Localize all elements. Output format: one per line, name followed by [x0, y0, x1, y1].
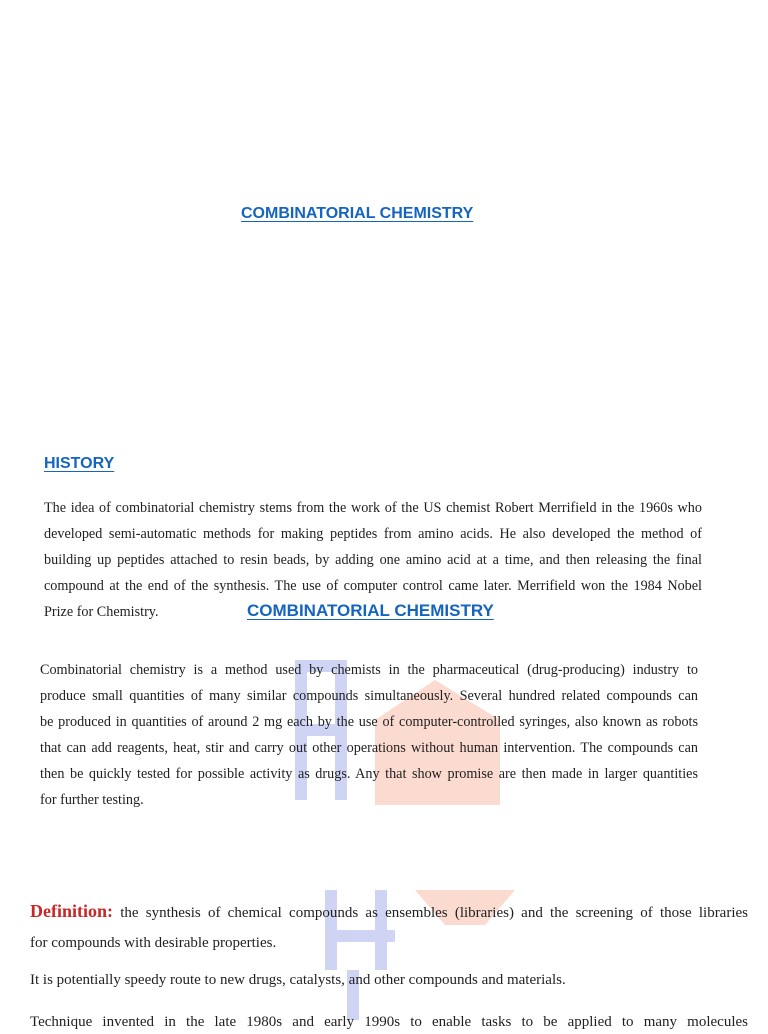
definition-text: the synthesis of chemical compounds as ensembles (libraries) and the screening of those libraries [120, 905, 748, 921]
section-line: produce small quantities of many similar compounds simultaneously. Several hundred related compounds can [40, 688, 698, 704]
speedy-route-text: It is potentially speedy route to new drugs, catalysts, and other compounds and materials. [30, 972, 566, 988]
section-line: be produced in quantities of around 2 mg each by the use of computer-controlled syringes, also known as robots [40, 714, 698, 730]
definition-line [30, 896, 748, 928]
technique-text: Technique invented in the late 1980s and early 1990s to enable tasks to be applied to many molecules [30, 1014, 748, 1030]
definition-label: Definition: [30, 901, 113, 921]
section-line: Combinatorial chemistry is a method used by chemists in the pharmaceutical (drug-producing) industry to [40, 662, 698, 678]
definition-block [30, 896, 748, 958]
history-line: building up peptides attached to resin beads, by adding one amino acid at a time, and then releasing the final [44, 552, 702, 568]
definition-line-2: for compounds with desirable properties. [30, 935, 277, 951]
history-line: developed semi-automatic methods for making peptides from amino acids. He also developed the method of [44, 526, 702, 542]
section-line: for further testing. [40, 792, 144, 808]
section-heading: COMBINATORIAL CHEMISTRY [247, 601, 494, 620]
history-line: Prize for Chemistry. [44, 604, 159, 620]
section-line: that can add reagents, heat, stir and carry out other operations without human intervention. The compounds can [40, 740, 698, 756]
history-line: compound at the end of the synthesis. The use of computer control came later. Merrifield won the 1984 Nobel [44, 578, 702, 594]
history-line: The idea of combinatorial chemistry stems from the work of the US chemist Robert Merrifield in the 1960s who [44, 500, 702, 516]
page-title: COMBINATORIAL CHEMISTRY [241, 205, 474, 222]
section-line: then be quickly tested for possible activity as drugs. Any that show promise are then made in larger quantities [40, 766, 698, 782]
history-heading: HISTORY [44, 455, 115, 472]
section-paragraph [40, 657, 698, 813]
